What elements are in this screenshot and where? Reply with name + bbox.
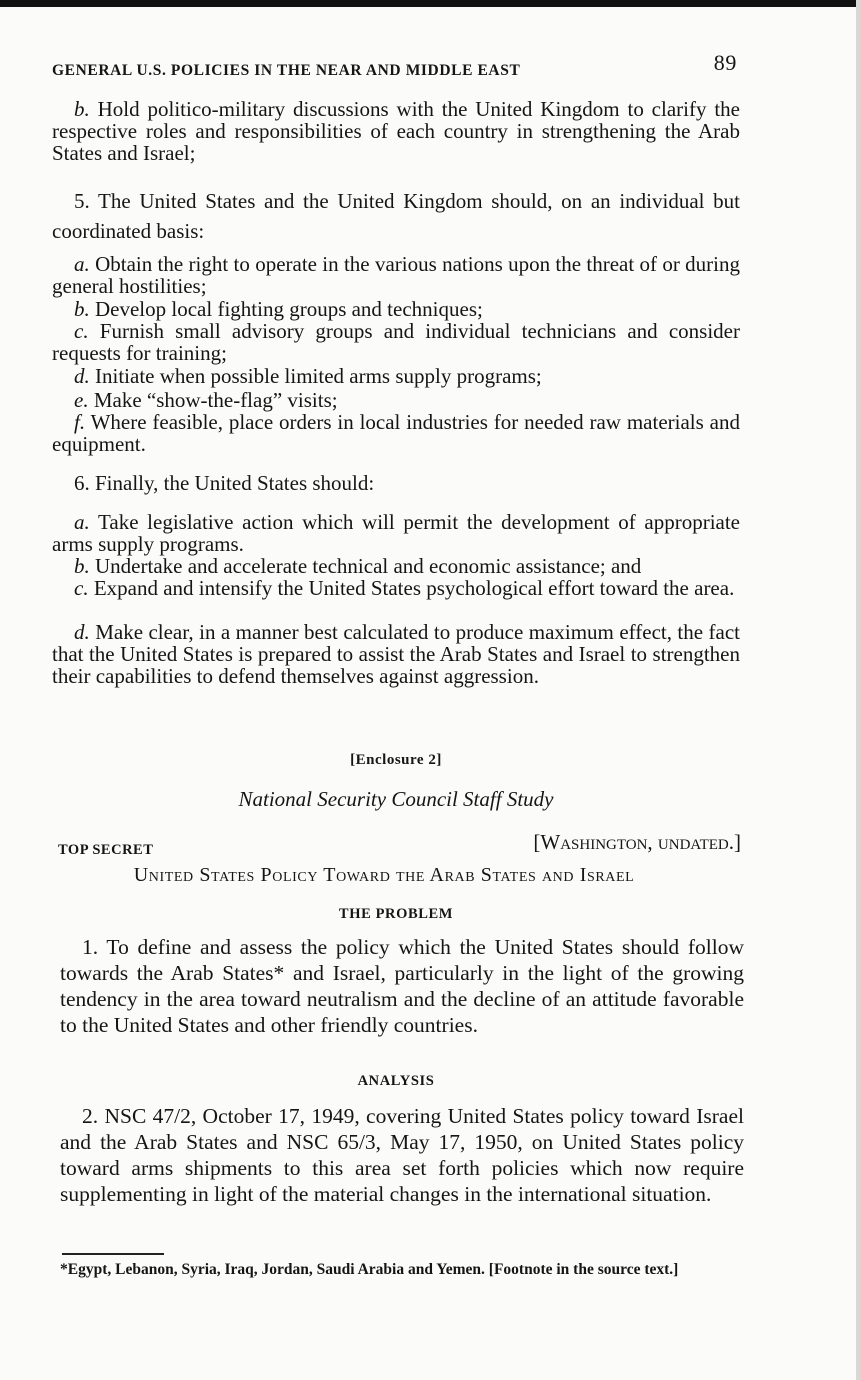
item5-d	[52, 365, 740, 387]
item-label: b.	[74, 554, 90, 578]
item-text: Take legislative action which will permit the development of appropriate arms supply programs.	[52, 510, 740, 556]
item5-e	[52, 389, 740, 411]
study-title: National Security Council Staff Study	[238, 787, 554, 811]
item-text: Make clear, in a manner best calculated to produce maximum effect, the fact that the United States is prepared to assist the Arab States and Israel to strengthen their capabilities to defend themselves against aggression.	[52, 620, 741, 688]
classification-marking: TOP SECRET	[58, 842, 154, 858]
item-text: Expand and intensify the United States psychological effort toward the area.	[93, 576, 735, 600]
item-label: c.	[74, 319, 89, 343]
item6-b	[52, 555, 740, 577]
item-text: Furnish small advisory groups and individual technicians and consider requests for training;	[52, 319, 740, 365]
top-edge-bar	[0, 0, 861, 7]
item5-a	[52, 253, 740, 297]
item-label: e.	[74, 388, 89, 412]
item-label: f.	[74, 410, 86, 434]
footnote-rule	[62, 1253, 164, 1255]
analysis-paragraph: 2. NSC 47/2, October 17, 1949, covering United States policy toward Israel and the Arab States and NSC 65/3, May 17, 1950, on United States policy toward arms shipments to this area set forth policies which now require supplementing in light of the material changes in the international situation.	[60, 1104, 744, 1206]
footnote: *Egypt, Lebanon, Syria, Iraq, Jordan, Saudi Arabia and Yemen. [Footnote in the source text.]	[60, 1261, 679, 1278]
item5-f	[52, 411, 740, 455]
item-label: c.	[74, 576, 89, 600]
item6-d	[52, 621, 740, 687]
item6-intro: 6. Finally, the United States should:	[74, 471, 375, 495]
problem-paragraph: 1. To define and assess the policy which the United States should follow towards the Arab States* and Israel, particularly in the light of the growing tendency in the area toward neutralism and the decline of an attitude favorable to the United States and other friendly countries.	[60, 935, 744, 1037]
item5-intro: 5. The United States and the United Kingdom should, on an individual but coordinated basis:	[52, 189, 740, 243]
item-label: a.	[74, 510, 90, 534]
item-label: d.	[74, 620, 90, 644]
item5-c	[52, 320, 740, 364]
item-text: Obtain the right to operate in the various nations upon the threat of or during general hostilities;	[52, 252, 741, 298]
running-head-title: GENERAL U.S. POLICIES IN THE NEAR AND MIDDLE EAST	[52, 62, 521, 79]
item6-a	[52, 511, 740, 555]
item-text: Hold politico-military discussions with the United Kingdom to clarify the respective roles and responsibilities of each country in strengthening the Arab States and Israel;	[52, 97, 740, 165]
item-label: d.	[74, 364, 90, 388]
item-label: b.	[74, 97, 90, 121]
section-heading-problem: THE PROBLEM	[338, 906, 454, 922]
item-text: Where feasible, place orders in local industries for needed raw materials and equipment.	[52, 410, 740, 456]
section-heading-analysis: ANALYSIS	[357, 1073, 435, 1089]
item6-c	[52, 577, 740, 599]
page-edge-shadow	[856, 0, 861, 1380]
document-title: United States Policy Toward the Arab States and Israel	[133, 864, 635, 886]
item-text: Make “show-the-flag” visits;	[93, 388, 338, 412]
dateline: [Washington, undated.]	[533, 830, 741, 854]
item-text: Develop local fighting groups and techniques;	[95, 297, 483, 321]
page-number: 89	[713, 50, 737, 75]
item-label: a.	[74, 252, 90, 276]
paragraph-b	[52, 98, 740, 164]
item-text: Initiate when possible limited arms supply programs;	[95, 364, 542, 388]
enclosure-label: [Enclosure 2]	[350, 752, 442, 768]
item-label: b.	[74, 297, 90, 321]
item-text: Undertake and accelerate technical and economic assistance; and	[95, 554, 642, 578]
item5-b	[52, 298, 740, 320]
